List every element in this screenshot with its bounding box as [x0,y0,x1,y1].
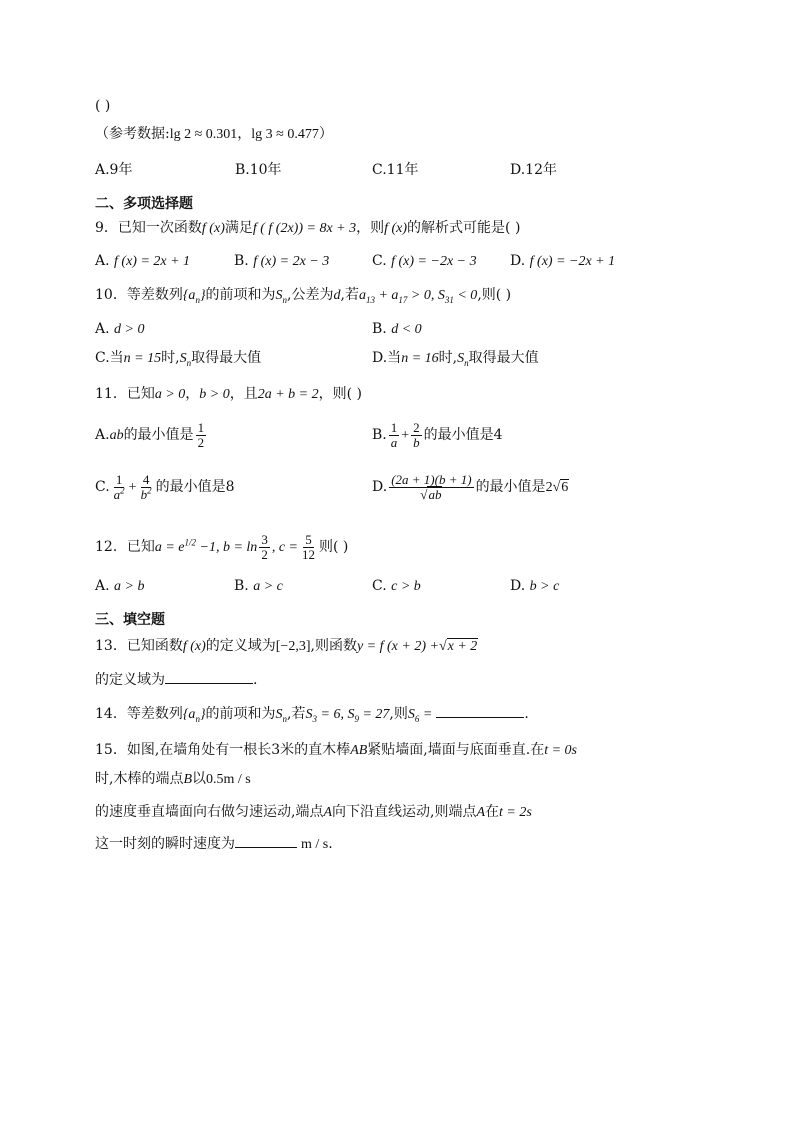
q10-b-label: B. [372,321,387,337]
q15-l2a: 时,木棒的端点 [95,771,184,787]
question-12 [95,530,348,565]
q15-l3a: 的速度垂直墙面向右做匀速运动,端点 [95,804,324,820]
q14-end: . [524,706,529,722]
q12-a-label: A. [95,578,110,594]
q12-c-expr: c > b [391,579,421,594]
question-11 [95,384,362,405]
q13-text-2: 的定义域为 [205,638,276,654]
q12-b-label: B. [234,578,249,594]
q14-text-1: 等差数列 [126,706,183,722]
q14-number: 14． [95,706,127,722]
q15-l4a: 这一时刻的瞬时速度为 [95,836,235,852]
q10-d-n: n = 16 [401,351,439,366]
q10-c-n: n = 15 [123,351,162,366]
q9-d-label: D. [510,253,526,269]
q12-a-def: $a = e^{1/2} -1$, [154,537,220,555]
q15-line-4 [95,834,333,855]
q15-text-1: 如图,在墙角处有一根长3米的直木棒 [126,742,351,758]
q9-c-label: C. [372,253,387,269]
q15-t2s: t = 2s [499,805,532,820]
q11-c-frac2: $\frac{4}{b^2}$ [140,471,152,502]
ref-end: ） [318,126,333,142]
q12-option-a[interactable] [95,576,144,597]
q10-text-1: 等差数列 [126,287,183,303]
q13-text-3: ,则函数 [310,638,357,654]
q10-option-c[interactable] [95,348,261,369]
q10-option-b[interactable] [372,319,422,340]
q14-text-2: 的前项和为 [205,706,276,722]
q10-d-t: 时, [438,350,458,366]
question-14 [95,704,529,725]
q11-text-3: ，则( ) [318,386,363,402]
q9-c-expr: f (x) = −2x − 3 [391,254,477,269]
paren-placeholder: ( ) [95,98,111,114]
q15-text-2: 紧贴墙面,墙面与底面垂直.在 [367,742,545,758]
q12-d-expr: b > c [529,579,560,594]
q11-a-text: 的最小值是 [123,427,194,443]
q11-option-d[interactable] [372,470,569,505]
q10-text-2: 的前项和为 [205,287,276,303]
q11-b-text: 的最小值是4 [423,427,503,443]
q15-l3b: 向下沿直线运动,则端点 [332,804,477,820]
q12-b-def: b = ln [219,540,258,555]
q10-option-d[interactable] [372,348,539,369]
ref-sep: ， [237,126,252,142]
q9-f1: f (x) [201,221,225,236]
q11-option-c[interactable] [95,470,235,505]
q15-A: A [323,805,333,820]
question-9 [95,218,520,239]
section-fill-in-heading: 三、填空题 [95,612,165,628]
q10-seq: $\{a_n\}$ [182,288,206,305]
q15-B: B [183,772,193,787]
q11-eq: 2a + b = 2 [257,387,319,402]
q10-text-3: ,公差为 [287,287,334,303]
q13-line-2 [95,670,257,690]
q12-b-frac: $\frac{3}{2}$ [261,531,268,562]
q12-number: 12． [95,539,127,555]
q10-number: 10． [95,287,127,303]
q9-option-a[interactable] [95,251,190,272]
q11-b-label: B. [372,427,387,443]
q13-f: f (x) [182,639,206,654]
q15-end: . [328,836,333,852]
q11-sep: ， [185,386,200,402]
q10-b-expr: d < 0 [391,322,422,337]
q15-ab: AB [350,743,368,758]
option-c[interactable]: C.11年 [372,162,419,178]
question-13 [95,636,478,657]
q9-option-b[interactable] [234,251,329,272]
q9-a-label: A. [95,253,110,269]
q11-c-text: 的最小值是8 [155,479,235,495]
q15-A2: A [476,805,486,820]
ref-lg2: lg 2 ≈ 0.301 [169,127,238,142]
q12-text-1: 已知 [126,539,155,555]
q9-d-expr: f (x) = −2x + 1 [529,254,616,269]
q11-c-frac1: $\frac{1}{a^2}$ [113,471,125,502]
q10-c-end: 取得最大值 [191,350,262,366]
q15-answer-blank[interactable] [235,835,297,848]
q10-sum: $S_n$ [275,288,288,305]
q12-c-label: C. [372,578,387,594]
q10-d-sum: $S_n$ [457,351,469,368]
q12-option-b[interactable] [234,576,283,597]
q11-b-plus: + [401,428,410,443]
q11-text-2: ，且 [229,386,258,402]
q11-b: b > 0 [199,387,230,402]
q11-b-frac1: $\frac{1}{a}$ [390,419,398,450]
q9-f2: f (x) [384,221,408,236]
q10-c-sum: $S_n$ [179,351,192,368]
q11-option-a[interactable] [95,418,208,453]
q11-a-label: A. [95,427,110,443]
q14-s6: $S_6$ = [407,707,433,724]
q11-c-label: C. [95,479,110,495]
q10-text-5: ,则( ) [477,287,512,303]
q10-option-a[interactable] [95,319,144,340]
q13-answer-blank[interactable] [165,671,253,684]
option-b[interactable]: B.10年 [235,162,282,178]
q11-number: 11． [95,386,127,402]
q15-l2b: 以 [192,771,207,787]
q10-text-4: ,若 [340,287,359,303]
q10-c-label: C.当 [95,350,124,366]
reference-data [95,124,333,145]
q10-d: d [333,288,341,303]
q14-text-4: ,则 [389,706,408,722]
q11-d-text: 的最小值是 [475,479,546,495]
option-a[interactable]: A.9年 [95,162,133,178]
q10-condition: $a_{13} + a_{17} > 0$, $S_{31} < 0$ [358,288,478,305]
q9-text-3: ，则 [356,220,385,236]
ref-lg3: lg 3 ≈ 0.477 [251,127,319,142]
q13-sqrt: √x + 2 [438,639,478,654]
q11-option-b[interactable] [372,418,503,453]
q12-a-expr: a > b [114,579,145,594]
q11-d-sqrt: √6 [552,480,569,495]
q15-line-2 [95,769,251,790]
q14-sum: $S_n$ [275,707,288,724]
q9-b-expr: f (x) = 2x − 3 [253,254,330,269]
q9-option-c[interactable] [372,251,477,272]
q15-unit: m / s [301,837,329,852]
q14-seq: $\{a_n\}$ [182,707,206,724]
q11-b-frac2: $\frac{2}{b}$ [413,419,420,450]
q11-c-plus: + [128,480,137,495]
q9-option-d[interactable] [510,251,615,272]
q11-d-label: D. [372,479,388,495]
q11-d-val: 2 [545,480,553,495]
q9-text-1: 已知一次函数 [117,220,202,236]
q15-t0: t = 0s [544,743,577,758]
q9-a-expr: f (x) = 2x + 1 [114,254,191,269]
q15-line-3 [95,802,532,823]
section-multiple-choice-heading: 二、多项选择题 [95,196,193,212]
q9-number: 9． [95,220,118,236]
q10-c-t: 时, [161,350,180,366]
q12-option-d[interactable] [510,576,559,597]
q15-l3c: 在 [485,804,500,820]
q13-number: 13． [95,638,127,654]
q11-a: a > 0 [154,387,186,402]
q9-equation: f ( f (2x)) = 8x + 3 [252,221,357,236]
q10-d-end: 取得最大值 [468,350,539,366]
q13-y: y = f (x + 2) + [356,639,439,654]
q11-a-fraction: $\frac{1}{2}$ [197,419,205,450]
q14-answer-blank[interactable] [436,705,524,718]
q11-a-var: ab [109,428,124,443]
ref-label: （参考数据: [95,126,170,142]
q10-a-expr: d > 0 [114,322,145,337]
q13-line2-text: 的定义域为 [95,672,165,688]
q13-end: . [253,672,258,688]
q13-text-1: 已知函数 [126,638,183,654]
q10-a-label: A. [95,321,110,337]
q14-cond: $S_3 = 6$, $S_9 = 27$ [305,707,390,724]
q9-text-2: 满足 [224,220,253,236]
q15-speed: 0.5m / s [206,772,251,787]
q10-d-label: D.当 [372,350,402,366]
q13-domain: [−2,3] [275,639,311,654]
question-15 [95,740,577,761]
q12-b-expr: a > c [253,579,283,594]
option-d[interactable]: D.12年 [510,162,557,178]
q15-number: 15． [95,742,127,758]
q11-text-1: 已知 [126,386,155,402]
q12-option-c[interactable] [372,576,421,597]
q9-text-4: 的解析式可能是( ) [407,220,521,236]
q11-d-fraction: $\frac{(2a + 1)(b + 1)}{√ab}$ [391,471,472,502]
q12-d-label: D. [510,578,526,594]
q9-b-label: B. [234,253,249,269]
question-10 [95,285,511,306]
q14-text-3: ,若 [287,706,306,722]
q12-c-frac: $\frac{5}{12}$ [301,531,315,562]
q12-c-def: , c = [271,540,298,555]
q12-text-2: 则( ) [318,539,349,555]
